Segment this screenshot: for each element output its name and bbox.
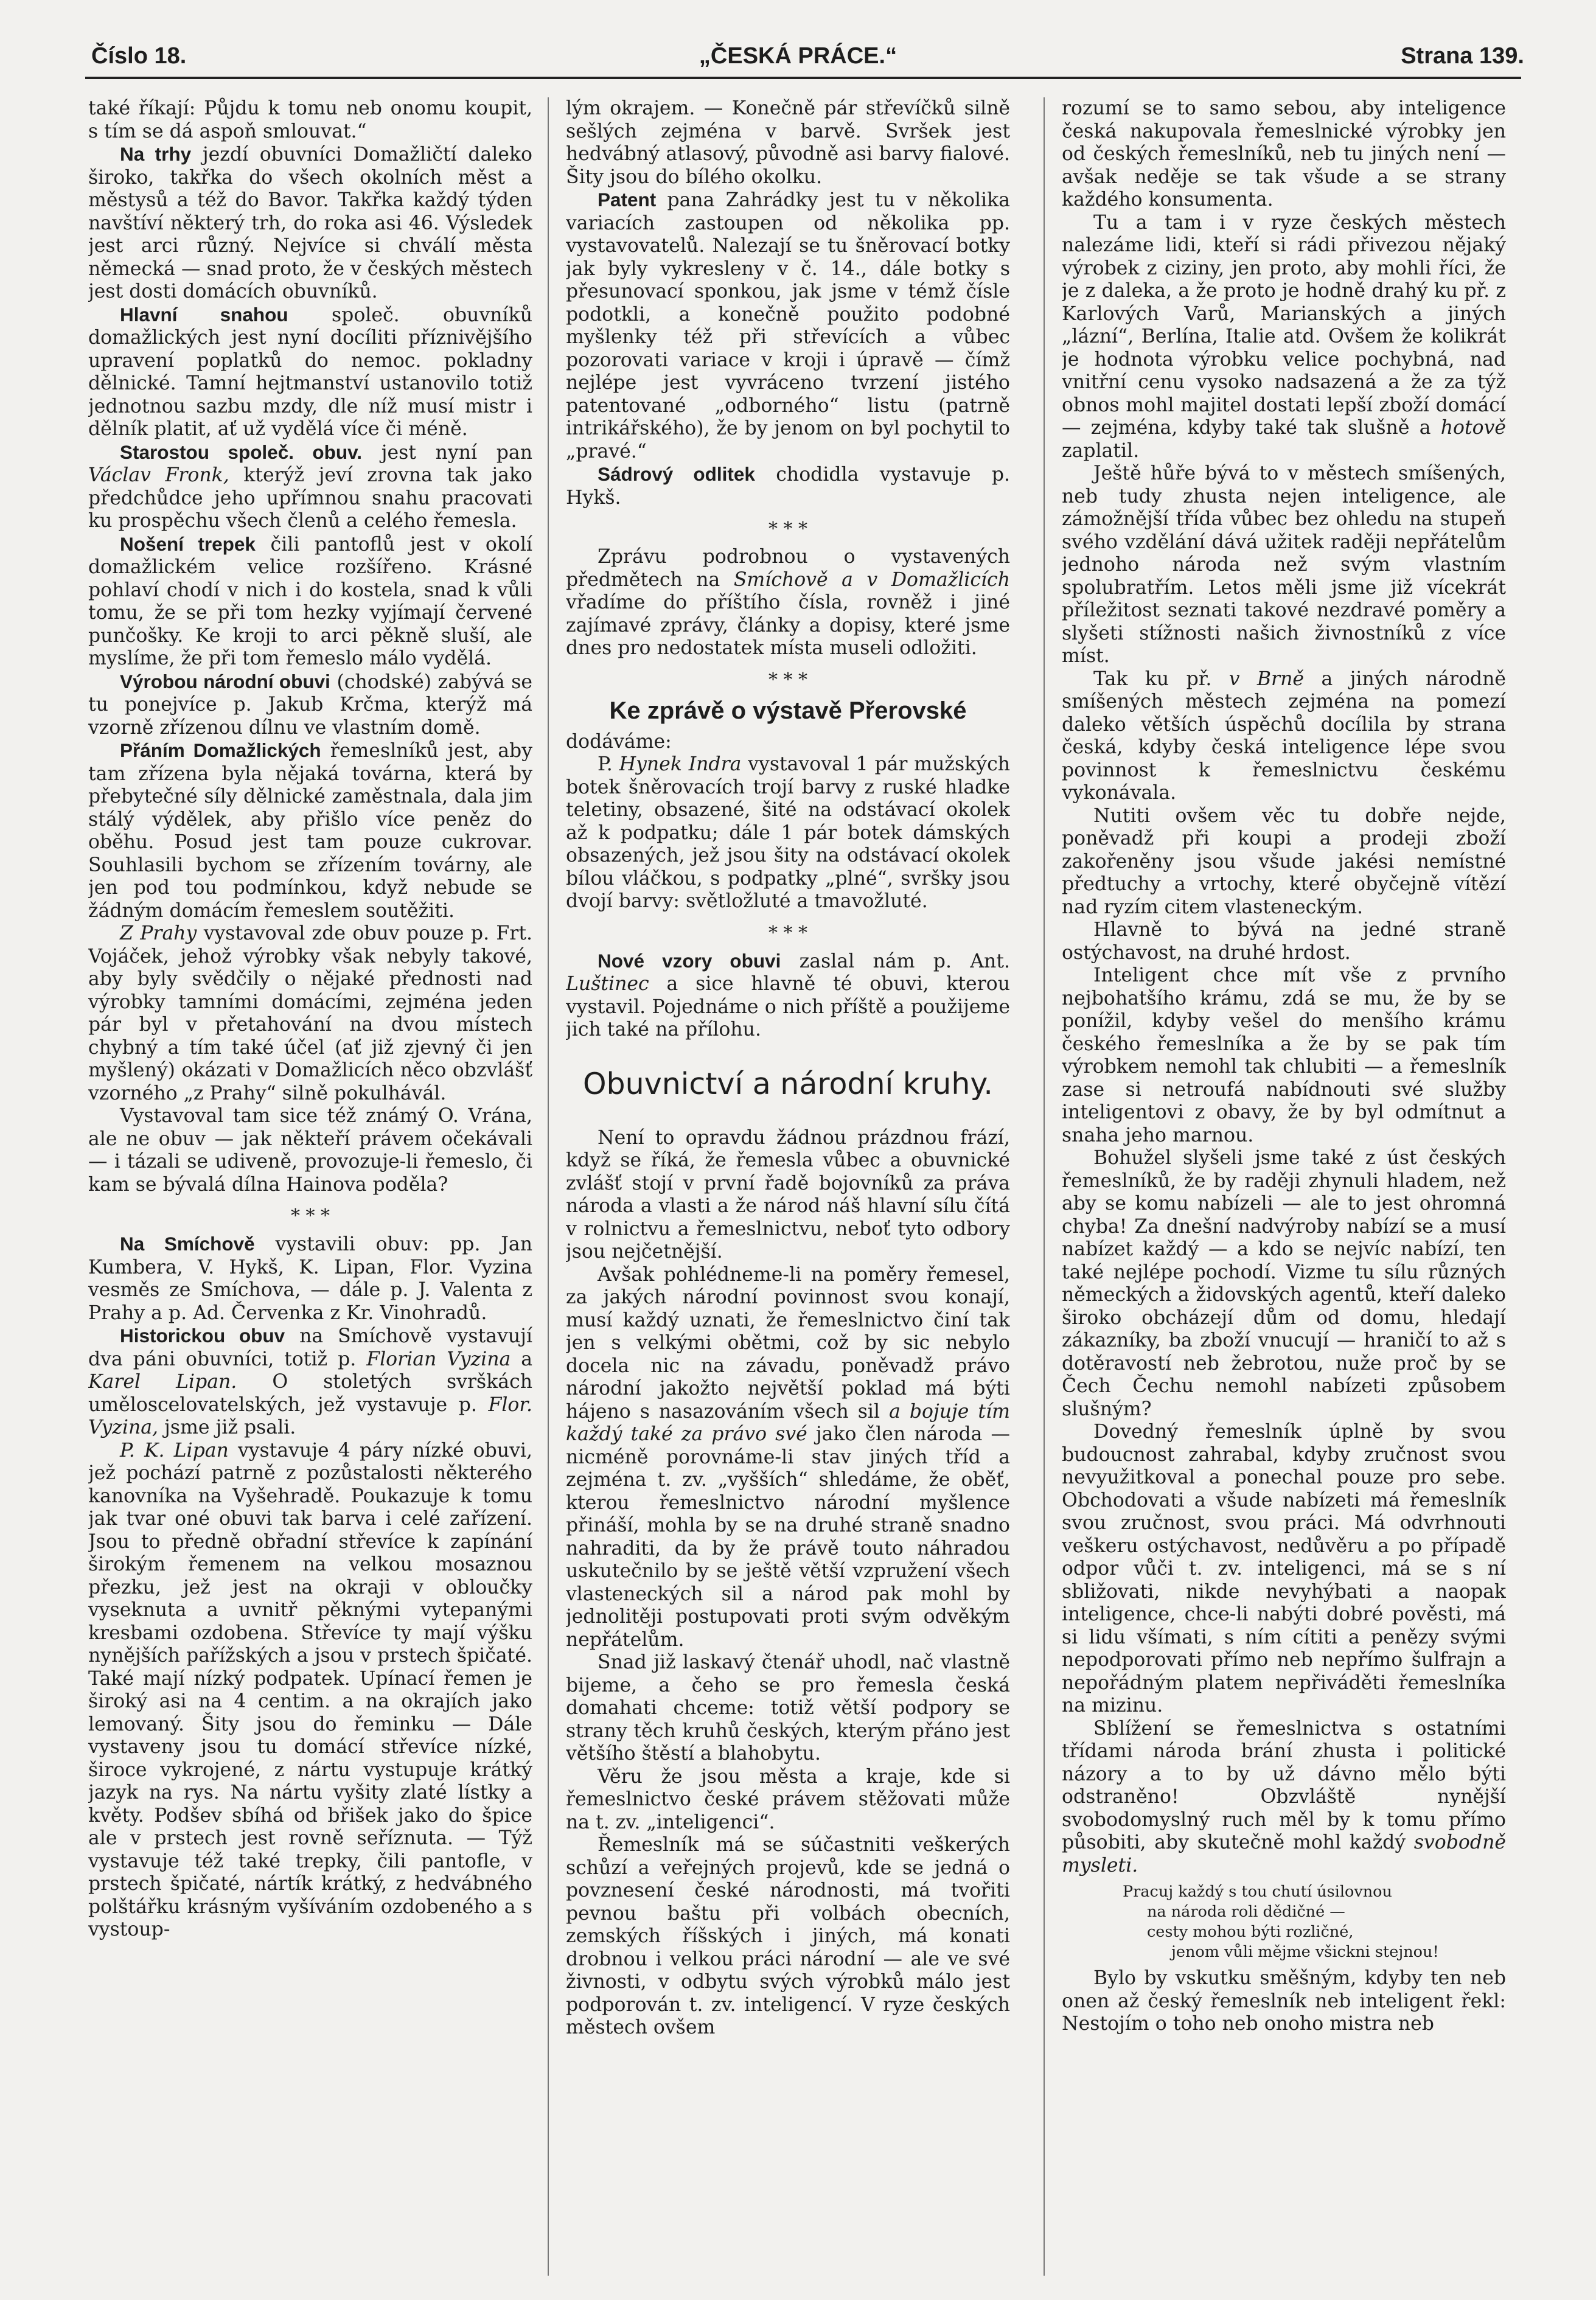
header-rule: [85, 77, 1521, 79]
column-1: [88, 97, 532, 2288]
poem-line: na národa roli dědičné —: [1147, 1903, 1345, 1921]
paragraph: Snad již laskavý čtenář uhodl, nač vlastně bijeme, a čeho se pro řemesla česká domahati chceme: totiž větší podpory se strany těch kruhů českých, kterým přáno jest většího štěstí a blahobytu.: [566, 1651, 1010, 1765]
paragraph: Nošení trepek čili pantoflů jest v okolí domažlickém velice rozšířeno. Krásné pohlaví chodí v nich i do kostela, snad k vůli tomu, že se při tom hezky vyjímají červené punčošky. Ke kroji to arci pěkně sluší, ale myslíme, že při tom řemeslo málo vydělá.: [88, 532, 532, 669]
paragraph: P. K. Lipan vystavuje 4 páry nízké obuvi, jež pochází patrně z pozůstalosti některého kanovníka na Vyšehradě. Poukazuje k tomu jak tvar oné obuvi tak barva i celé zařízení. Jsou to předně obřadní střevíce k zapínání širokým řemenem na velkou mosaznou přezku, jež jest na okraji v obloučky vyseknuta a uvnitř pěknými vytepanými kresbami ozdobena. Střevíce ty mají výšku nynějších pařížských a jsou v prstech špičaté. Také mají nízký podpatek. Upínací řemen je široký asi na 4 centim. a na okrajích jako lemovaný. Šity jsou do řeminku — Dále vystaveny jsou tu domácí střevíce nízké, široce vykrojené, z nártu vystupuje krátký jazyk na rys. Na nártu vyšity zlaté lístky a květy. Podšev sbíhá od břišek jako do špice ale v prstech jest rovně seříznuta. — Týž vystavuje též také trepky, čili pantofle, v prstech špičaté, nártík krátký, z hedvábného polštářku krásným vyšíváním ozdobeného a s vystoup-: [88, 1439, 532, 1940]
paragraph: také říkají: Půjdu k tomu neb onomu koupit, s tím se dá aspoň smlouvat.“: [88, 97, 532, 142]
paragraph: Starostou společ. obuv. jest nyní pan Václav Fronk, kterýž jeví zrovna tak jako předchůdce jeho upřímnou snahu pracovati ku prospěchu všech členů a celého řemesla.: [88, 441, 532, 532]
section-separator: * * *: [768, 669, 808, 691]
paragraph: dodáváme:: [566, 730, 672, 753]
masthead-title: „ČESKÁ PRÁCE.“: [699, 43, 897, 69]
paragraph-lead: Na Smíchově: [120, 1233, 255, 1255]
paragraph: Dovedný řemeslník úplně by svou budoucnost zahrabal, kdyby zručnost svou nevyužitkoval a ponechal pouze pro sebe. Obchodovati a všude nabízeti má řemeslník svou zručnost, svou práci. Má odvrhnouti veškeru ostýchavost, nedůvěru a po případě odpor vůči t. zv. inteligenci, má se s ní sbližovati, nikde nevyhýbati a naopak inteligence, chce-li nabýti dobré pověsti, má si lidu všímati, s ním cítiti a penězy svými nepodporovati přímo neb nepřímo šulfrajn a nepořádným platem nepřiváděti řemeslníka na mizinu.: [1062, 1421, 1506, 1716]
paragraph-lead: Na trhy: [120, 143, 192, 165]
paragraph: Výrobou národní obuvi (chodské) zabývá se tu ponejvíce p. Jakub Krčma, kterýž má vzorně zřízenou dílnu ve vlastním domě.: [88, 670, 532, 739]
paragraph: Nové vzory obuvi zaslal nám p. Ant. Luštinec a sice hlavně té obuvi, kterou vystavil. Pojednáme o nich příště a použijeme jich také na přílohu.: [566, 949, 1010, 1040]
paragraph: P. Hynek Indra vystavoval 1 pár mužských botek šněrovacích trojí barvy z ruské hladke teletiny, obsazené, šité na odstávací okolek až k podpatku; dále 1 pár botek dámských obsazených, jež jsou šity na odstávací okolek bílou vláčkou, s podpatky „plné“, svršky jsou dvojí barvy: světložluté a tmavožluté.: [566, 753, 1010, 912]
paragraph: Tak ku př. v Brně a jiných národně smíšených městech zejména na pomezí daleko větších úspěchů docílila by strana česká, kdyby česká inteligence lépe svou povinnost k řemeslnictvu českému vykonávala.: [1062, 667, 1506, 804]
page-number: Strana 139.: [1401, 43, 1524, 69]
column-3: [1062, 97, 1506, 2288]
paragraph: Bohužel slyšeli jsme také z úst českých řemeslníků, že by raději zhynuli hladem, než aby se komu nabízeli — ale to jest ohromná chyba! Za dnešní nadvýroby nabízí se a musí nabízet každý — a kdo se nejvíc nabízí, ten také nejlépe pochodí. Vizme tu sílu různých německých a židovských agentů, kteří daleko široko obcházejí dům od domu, hledají zákazníky, ba zboží vnucují — hraničí to až s dotěravostí neb žebrotou, nuže proč by se Čech Čechu nemohl nabízeti způsobem slušným?: [1062, 1147, 1506, 1420]
paragraph: Na trhy jezdí obuvníci Domažličtí daleko široko, takřka do všech okolních měst a městysů a též do Bavor. Takřka každý týden navštíví některý trh, do roka asi 46. Výsledek jest arci různý. Nejvíce si chválí města německá — snad proto, že v českých městech jest dosti domácích obuvníků.: [88, 143, 532, 302]
paragraph: Není to opravdu žádnou prázdnou frází, když se říká, že řemesla vůbec a obuvnické zvlášť stojí v první řadě bojovníků za práva národa a vlasti a že národ náš hlavní sílu čítá v rolnictvu a řemeslnictvu, neboť tyto odbory jsou nejčetnější.: [566, 1126, 1010, 1263]
paragraph-lead: Patent: [598, 189, 657, 211]
paragraph: Patent pana Zahrádky jest tu v několika variacích zastoupen od několika pp. vystavovatelů. Nalezají se tu šněrovací botky jak byly vykresleny v č. 14., dále botky s přesunovací sponkou, jak jsme v témž čísle podotkli, a konečně použito podobné myšlenky též při střevících a vůbec pozorovati variace v kroji i úpravě — čímž nejlépe jest vyvráceno tvrzení jistého patentované „odborného“ listu (patrně intrikářského), že by jenom on byl pochytil to „pravé.“: [566, 189, 1010, 462]
section-separator: * * *: [290, 1205, 330, 1227]
paragraph: lým okrajem. — Konečně pár střevíčků silně sešlých zejména v barvě. Svršek jest hedvábný atlasový, původně asi barvy fialové. Šity jsou do bílého okolku.: [566, 97, 1010, 188]
poem-line: cesty mohou býti rozličné,: [1147, 1923, 1354, 1941]
paragraph: Ještě hůře bývá to v městech smíšených, neb tudy zhusta nejen inteligence, ale zámožnější třída vůbec bez ohledu na stupeň svého vzdělání dává užitek raději nepřátelům jednoho národa než svým vlastním spolubratřím. Letos měli jsme již vícekrát příležitost seznati takové nezdravé poměry a slyšeti stížnosti našich živnostníků z více míst.: [1062, 462, 1506, 667]
poem-verse: [1123, 1882, 1506, 1962]
poem-line: jenom vůli mějme všickni stejnou!: [1171, 1943, 1439, 1961]
paragraph-lead: Hlavní snahou: [120, 303, 288, 326]
paragraph: rozumí se to samo sebou, aby inteligence česká nakupovala řemeslnické výrobky jen od českých řemeslníků, neb tu jiných není — avšak neděje se tak všude a se strany každého konsumenta.: [1062, 97, 1506, 211]
paragraph: Věru že jsou města a kraje, kde si řemeslnictvo české právem stěžovati může na t. zv. „inteligenci“.: [566, 1765, 1010, 1833]
paragraph: Inteligent chce mít vše z prvního nejbohatšího krámu, zdá se mu, že by se ponížil, kdyby vešel do menšího krámu českého řemeslníka a že by se pak tím výrobkem nemohl tak chlubiti — a řemeslník zase si netroufá nabídnouti své služby inteligentovi z obavy, že by byl odmítnut a snaha jeho marnou.: [1062, 964, 1506, 1146]
paragraph: Bylo by vskutku směšným, kdyby ten neb onen až český řemeslník neb inteligent řekl: Nestojím o toho neb onoho mistra neb: [1062, 1967, 1506, 2035]
paragraph: Na Smíchově vystavili obuv: pp. Jan Kumbera, V. Hykš, K. Lipan, Flor. Vyzina vesměs ze Smíchova, — dále p. J. Valenta z Prahy a p. Ad. Červenka z Kr. Vinohradů.: [88, 1233, 532, 1324]
paragraph-lead: P. K. Lipan: [120, 1439, 229, 1462]
paragraph-lead: Nošení trepek: [120, 532, 256, 555]
column-2: [566, 97, 1010, 2288]
column-divider: [1044, 97, 1045, 2276]
paragraph-lead: Z Prahy: [120, 922, 197, 944]
paragraph: Historickou obuv na Smíchově vystavují dva páni obuvníci, totiž p. Florian Vyzina a Karel Lipan. O stoletých svrškách uměloscelovatelských, jež vystavuje p. Flor. Vyzina, jsme již psali.: [88, 1325, 532, 1438]
poem-line: Pracuj každý s tou chutí úsilovnou: [1123, 1883, 1392, 1901]
paragraph: Sádrový odlitek chodidla vystavuje p. Hykš.: [566, 463, 1010, 509]
paragraph: Sblížení se řemeslnictva s ostatními třídami národa brání zhusta i politické názory a to by už dávno mělo býti odstraněno! Obzvláště nynější svobodomyslný ruch měl by k tomu přímo působiti, aby skutečně mohl každý svobodně mysleti.: [1062, 1717, 1506, 1877]
section-separator: * * *: [768, 518, 808, 540]
paragraph: Zprávu podrobnou o vystavených předmětech na Smíchově a v Domažlicích vřadíme do příštího čísla, rovněž i jiné zajímavé zprávy, články a dopisy, které jsme dnes pro nedostatek místa museli odložiti.: [566, 546, 1010, 659]
paragraph-lead: Starostou společ. obuv.: [120, 441, 363, 463]
paragraph-lead: Historickou obuv: [120, 1325, 285, 1347]
paragraph: Vystavoval tam sice též známý O. Vrána, ale ne obuv — jak někteří právem očekávali — i tázali se udiveně, provozuje-li řemeslo, či kam se bývalá dílna Hainova poděla?: [88, 1105, 532, 1196]
paragraph: Z Prahy vystavoval zde obuv pouze p. Frt. Vojáček, jehož výrobky však nebyly takové, aby byly svědčily o nějaké přednosti nad výrobky tamními domácími, zejména jeden pár byl v přetahování na dvou místech chybný a tím také účel (ať již zjevný či jen myšlený) okázati v Domažlicích něco obzvlášť vzorného „z Prahy“ silně pokulhávál.: [88, 922, 532, 1104]
paragraph: Hlavně to bývá na jedné straně ostýchavost, na druhé hrdost.: [1062, 919, 1506, 964]
paragraph: Řemeslník má se súčastniti veškerých schůzí a veřejných projevů, kde se jedná o povznesení české národnosti, má tvořiti pevnou baštu při volbách obecních, zemských říšských i jiných, má konati drobnou i velkou práci národní — ale ve své živnosti, v odbytu svých výrobků málo jest podporován t. zv. inteligencí. V ryze českých městech ovšem: [566, 1834, 1010, 2038]
paragraph: Avšak pohlédneme-li na poměry řemesel, za jakých národní povinnost svou konají, musí každý uznati, že řemeslnictvo činí tak jen s velkými obětmi, což by sic nebylo docela nic na závadu, poněvadž právo národní jakožto největší poklad má býti hájeno s nasazováním všech sil a bojuje tím každý také za právo své jako člen národa — nicméně porovnáme-li stav jiných tříd a zejména t. zv. „vyšších“ shledáme, že oběť, kterou řemeslnictvo národní myšlence přináší, mohla by se na druhé straně snadno nahraditi, da by že právě touto náhradou uskutečnilo by se ještě větší vzpružení všech vlasteneckých sil a národ pak mohl by jednolitěji postupovati proti svým odvěkým nepřátelům.: [566, 1263, 1010, 1651]
paragraph: Nutiti ovšem věc tu dobře nejde, poněvadž při koupi a prodeji zboží zakořeněny jsou všude jakési nemístné předtuchy a vrtochy, které obyčejně vítězí nad ryzím citem vlasteneckým.: [1062, 804, 1506, 918]
article-title: Obuvnictví a národní kruhy.: [582, 1066, 994, 1101]
paragraph-lead: Výrobou národní obuvi: [120, 670, 330, 692]
issue-number: Číslo 18.: [91, 43, 187, 69]
paragraph: Hlavní snahou společ. obuvníků domažlických jest nyní docíliti příznivějšího upravení poplatků do nemoc. pokladny dělnické. Tamní hejtmanství ustanovilo totiž jednotnou sazbu mzdy, dle níž musí mistr i dělník platit, ať už vydělá více či méně.: [88, 303, 532, 440]
paragraph-lead: Přáním Domažlických: [120, 739, 321, 761]
paragraph: Tu a tam i v ryze českých městech nalezáme lidi, kteří si rádi přivezou nějaký výrobek z ciziny, jen proto, aby mohli říci, že je z daleka, a že proto je hodně drahý ku př. z Karlových Varů, Marianských a jiných „lázní“, Berlína, Italie atd. Ovšem že kolikrát je hodnota výrobku velice pochybná, nad vnitřní cenu vysoko nadsazená a že za týž obnos mohl majitel dostati lepší zboží domácí — zejména, kdyby také tak slušně a hotově zaplatil.: [1062, 211, 1506, 462]
section-separator: * * *: [768, 922, 808, 944]
section-heading: Ke zprávě o výstavě Přerovské: [609, 697, 967, 724]
paragraph: Přáním Domažlických řemeslníků jest, aby tam zřízena byla nějaká továrna, která by přebytečné síly dělnické zaměstnala, dala jim stálý výdělek, aby přišlo více peněz do oběhu. Posud jest tam pouze cukrovar. Souhlasili bychom se zřízením továrny, ale jen pod tou podmínkou, když nebude se žádným domácím řemeslem soutěžiti.: [88, 739, 532, 922]
column-divider: [548, 97, 549, 2276]
paragraph-lead: Sádrový odlitek: [598, 463, 755, 485]
paragraph-lead: Nové vzory obuvi: [598, 949, 781, 972]
